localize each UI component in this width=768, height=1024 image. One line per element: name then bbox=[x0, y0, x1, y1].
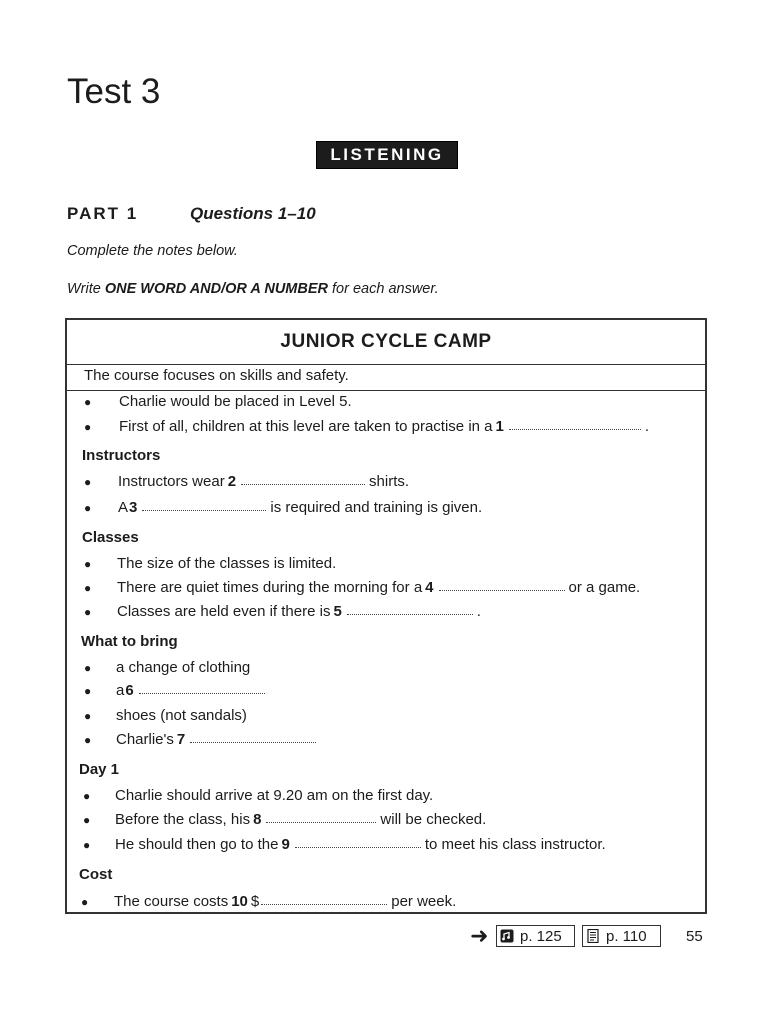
note-text: The course costs bbox=[114, 893, 229, 910]
question-number-3: 3 bbox=[129, 499, 138, 516]
bullet-icon: ● bbox=[84, 395, 92, 409]
section-heading-instructors: Instructors bbox=[82, 447, 161, 464]
section-heading-cost: Cost bbox=[79, 866, 113, 883]
note-question-5 bbox=[117, 603, 481, 620]
note-text-after: . bbox=[644, 418, 650, 435]
question-number-7: 7 bbox=[176, 731, 186, 748]
note-level: Charlie would be placed in Level 5. bbox=[119, 393, 352, 410]
note-text-after: to meet his class instructor. bbox=[424, 836, 606, 853]
reference-page-label: p. 125 bbox=[520, 927, 562, 945]
note-question-6 bbox=[116, 682, 269, 699]
page-number: 55 bbox=[686, 928, 703, 945]
title-divider bbox=[67, 364, 705, 365]
bullet-icon: ● bbox=[84, 501, 92, 515]
note-text-after: or a game. bbox=[568, 579, 641, 596]
note-text: a bbox=[116, 682, 125, 699]
question-number-5: 5 bbox=[333, 603, 342, 620]
note-text-after: per week. bbox=[391, 893, 457, 910]
note-question-10 bbox=[114, 893, 456, 910]
note-text: Charlie's bbox=[116, 731, 174, 748]
note-text: He should then go to the bbox=[115, 836, 279, 853]
right-arrow-icon: ➜ bbox=[470, 923, 489, 948]
bullet-icon: ● bbox=[81, 895, 89, 909]
bullet-icon: ● bbox=[84, 581, 92, 595]
questions-range: Questions 1–10 bbox=[190, 204, 316, 223]
instruction-emphasis: ONE WORD AND/OR A NUMBER bbox=[104, 281, 328, 297]
note-text: Before the class, his bbox=[115, 811, 251, 828]
note-clothing: a change of clothing bbox=[116, 659, 251, 676]
answer-blank-3[interactable] bbox=[142, 509, 266, 511]
note-arrival: Charlie should arrive at 9.20 am on the first day. bbox=[115, 787, 434, 804]
currency-symbol: $ bbox=[250, 893, 260, 910]
instruction-suffix: for each answer. bbox=[328, 281, 439, 297]
question-number-4: 4 bbox=[425, 579, 434, 596]
note-text: Classes are held even if there is bbox=[117, 603, 331, 620]
section-heading-day-1: Day 1 bbox=[79, 761, 120, 778]
question-number-8: 8 bbox=[253, 811, 262, 828]
note-question-7 bbox=[116, 731, 320, 748]
question-number-6: 6 bbox=[125, 682, 134, 699]
note-text-after: shirts. bbox=[369, 473, 410, 490]
note-text-after: will be checked. bbox=[380, 811, 487, 828]
notes-title: JUNIOR CYCLE CAMP bbox=[280, 331, 492, 352]
test-title: Test 3 bbox=[67, 72, 161, 111]
notes-box bbox=[65, 318, 707, 914]
bullet-icon: ● bbox=[84, 709, 92, 723]
answer-blank-1[interactable] bbox=[509, 428, 641, 430]
bullet-icon: ● bbox=[84, 684, 92, 698]
note-text-after: is required and training is given. bbox=[270, 499, 483, 516]
note-question-4 bbox=[117, 579, 640, 596]
bullet-icon: ● bbox=[84, 557, 92, 571]
bullet-icon: ● bbox=[84, 733, 92, 747]
note-class-size: The size of the classes is limited. bbox=[117, 555, 337, 572]
bullet-icon: ● bbox=[83, 838, 91, 852]
answer-blank-10[interactable] bbox=[261, 903, 387, 905]
answer-blank-4[interactable] bbox=[439, 589, 565, 591]
note-text: Instructors wear bbox=[118, 473, 225, 490]
answer-blank-8[interactable] bbox=[266, 821, 376, 823]
question-number-1: 1 bbox=[495, 418, 504, 435]
bullet-icon: ● bbox=[83, 813, 91, 827]
note-text: There are quiet times during the morning for a bbox=[117, 579, 423, 596]
audio-script-icon bbox=[500, 929, 514, 943]
note-question-8 bbox=[115, 811, 486, 828]
question-number-2: 2 bbox=[227, 473, 237, 490]
question-number-9: 9 bbox=[281, 836, 290, 853]
note-question-9 bbox=[115, 836, 606, 853]
instruction-word-limit bbox=[67, 281, 439, 297]
answer-blank-6[interactable] bbox=[139, 692, 265, 694]
note-text: A bbox=[118, 499, 129, 516]
section-banner: LISTENING bbox=[316, 141, 458, 169]
note-text: First of all, children at this level are taken to practise in a bbox=[119, 418, 493, 435]
section-heading-what-to-bring: What to bring bbox=[81, 633, 178, 650]
reference-page-label: p. 110 bbox=[606, 927, 647, 945]
answer-key-reference[interactable] bbox=[582, 925, 661, 947]
note-question-3 bbox=[118, 499, 482, 516]
note-text-after: . bbox=[476, 603, 481, 620]
notes-intro: The course focuses on skills and safety. bbox=[84, 367, 349, 384]
question-number-10: 10 bbox=[231, 893, 248, 910]
answer-key-icon bbox=[586, 929, 600, 943]
instruction-prefix: Write bbox=[67, 281, 105, 297]
note-shoes: shoes (not sandals) bbox=[116, 707, 247, 724]
answer-blank-9[interactable] bbox=[295, 846, 421, 848]
answer-blank-2[interactable] bbox=[241, 483, 365, 485]
audio-script-reference[interactable] bbox=[496, 925, 575, 947]
intro-divider bbox=[67, 390, 705, 391]
bullet-icon: ● bbox=[83, 789, 91, 803]
bullet-icon: ● bbox=[84, 661, 92, 675]
answer-blank-5[interactable] bbox=[347, 613, 473, 615]
bullet-icon: ● bbox=[84, 605, 92, 619]
bullet-icon: ● bbox=[84, 420, 92, 434]
bullet-icon: ● bbox=[84, 475, 92, 489]
note-question-2 bbox=[118, 473, 409, 490]
note-question-1 bbox=[119, 418, 649, 435]
answer-blank-7[interactable] bbox=[190, 741, 316, 743]
section-heading-classes: Classes bbox=[82, 529, 139, 546]
instruction-complete-notes: Complete the notes below. bbox=[67, 243, 238, 259]
part-label: PART 1 bbox=[67, 204, 139, 223]
